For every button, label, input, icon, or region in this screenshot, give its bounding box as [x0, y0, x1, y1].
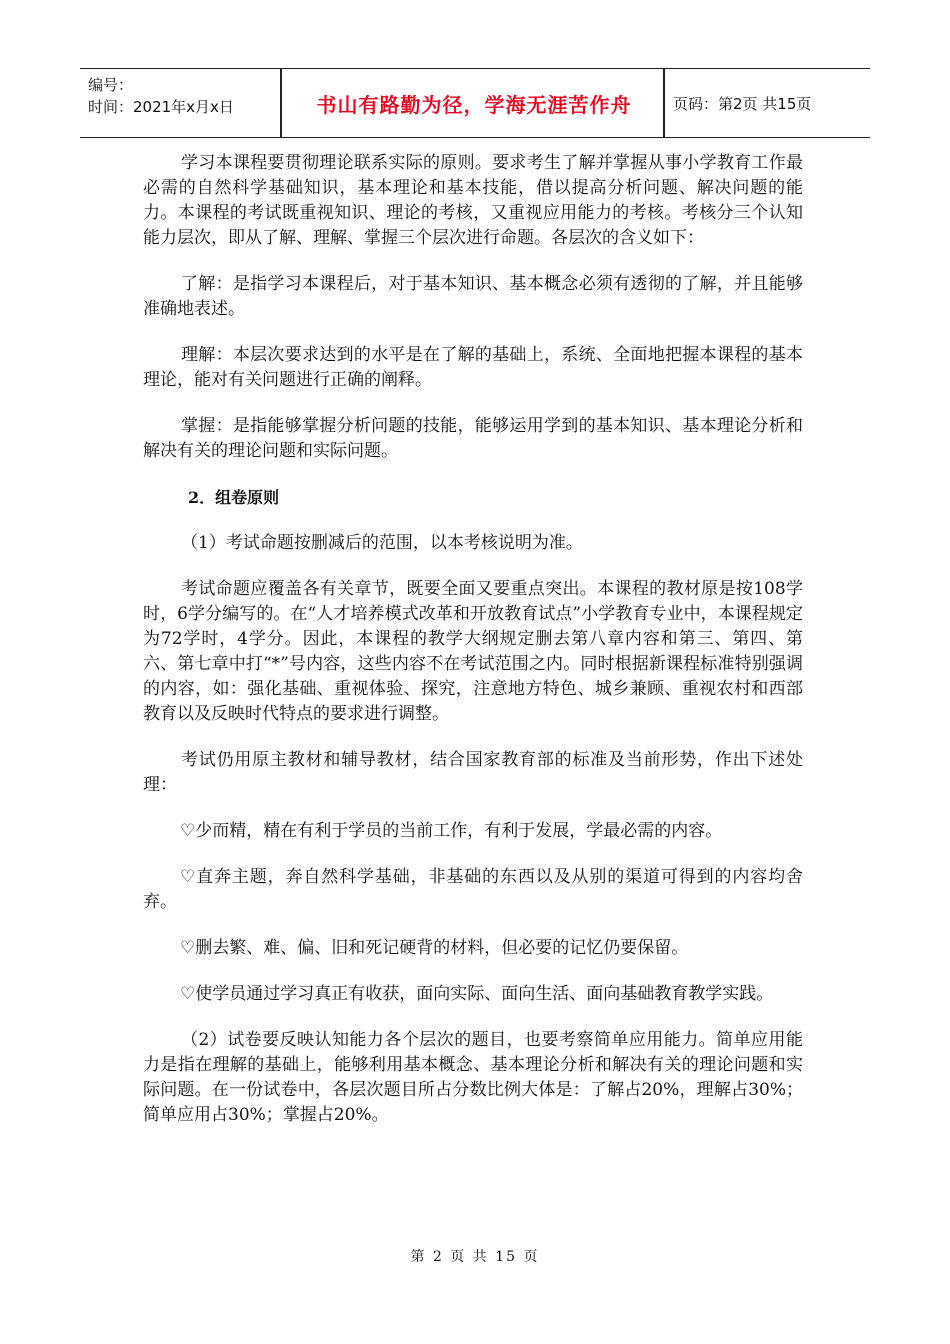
page-footer: 第 2 页 共 15 页	[410, 1249, 540, 1265]
section-heading: 2．组卷原则	[188, 488, 280, 507]
number-label: 编号：	[88, 76, 134, 94]
document-body	[143, 151, 803, 1149]
paragraph: 学习本课程要贯彻理论联系实际的原则。要求考生了解并掌握从事小学教育工作最必需的自然科学基础知识，基本理论和基本技能，借以提高分析问题、解决问题的能力。本课程的考试既重视知识、理论的考核，又重视应用能力的考核。考核分三个认知能力层次，即从了解、理解、掌握三个层次进行命题。各层次的含义如下：	[143, 153, 803, 248]
header-meta	[88, 74, 234, 118]
header-page-info: 页码：第2页 共15页	[673, 94, 812, 113]
time-label: 时间：2021年x月x日	[88, 98, 234, 116]
bullet-text: 删去繁、难、偏、旧和死记硬背的材料，但必要的记忆仍要保留。	[195, 938, 689, 958]
paragraph: 理解：本层次要求达到的水平是在了解的基础上，系统、全面地把握本课程的基本理论，能对有关问题进行正确的阐释。	[143, 345, 803, 390]
paragraph: 掌握：是指能够掌握分析问题的技能，能够运用学到的基本知识、基本理论分析和解决有关的理论问题和实际问题。	[143, 416, 803, 461]
heart-bullet-icon: ♡	[180, 867, 196, 887]
heart-bullet-icon: ♡	[180, 938, 196, 958]
bullet-item	[143, 982, 803, 1007]
header-divider	[280, 69, 282, 137]
document-header	[80, 68, 870, 138]
header-motto: 书山有路勤为径，学海无涯苦作舟	[316, 92, 632, 117]
bullet-text: 使学员通过学习真正有收获，面向实际、面向生活、面向基础教育教学实践。	[195, 984, 774, 1004]
header-divider	[663, 69, 665, 137]
bullet-text: 直奔主题，奔自然科学基础，非基础的东西以及从别的渠道可得到的内容均舍弃。	[143, 867, 803, 912]
heart-bullet-icon: ♡	[180, 821, 196, 841]
bullet-text: 少而精，精在有利于学员的当前工作，有利于发展，学最必需的内容。	[195, 821, 723, 841]
paragraph: 考试仍用原主教材和辅导教材，结合国家教育部的标准及当前形势，作出下述处理：	[143, 750, 803, 795]
paragraph: 考试命题应覆盖各有关章节，既要全面又要重点突出。本课程的教材原是按108学时，6学分编写的。在“人才培养模式改革和开放教育试点”小学教育专业中，本课程规定为72学时，4学分。因此，本课程的教学大纲规定删去第八章内容和第三、第四、第六、第七章中打“*”号内容，这些内容不在考试范围之内。同时根据新课程标准特别强调的内容，如：强化基础、重视体验、探究，注意地方特色、城乡兼顾、重视农村和西部教育以及反映时代特点的要求进行调整。	[143, 579, 803, 724]
heart-bullet-icon: ♡	[180, 984, 196, 1004]
bullet-item	[143, 865, 803, 915]
subsection-paragraph: （2）试卷要反映认知能力各个层次的题目，也要考察简单应用能力。简单应用能力是指在理解的基础上，能够利用基本概念、基本理论分析和解决有关的理论问题和实际问题。在一份试卷中，各层次题目所占分数比例大体是：了解占20%，理解占30%；简单应用占30%；掌握占20%。	[143, 1030, 803, 1125]
bullet-item	[143, 819, 803, 844]
subsection-paragraph: （1）考试命题按删减后的范围，以本考核说明为准。	[181, 533, 583, 553]
bullet-item	[143, 936, 803, 961]
paragraph: 了解：是指学习本课程后，对于基本知识、基本概念必须有透彻的了解，并且能够准确地表述。	[143, 274, 803, 319]
